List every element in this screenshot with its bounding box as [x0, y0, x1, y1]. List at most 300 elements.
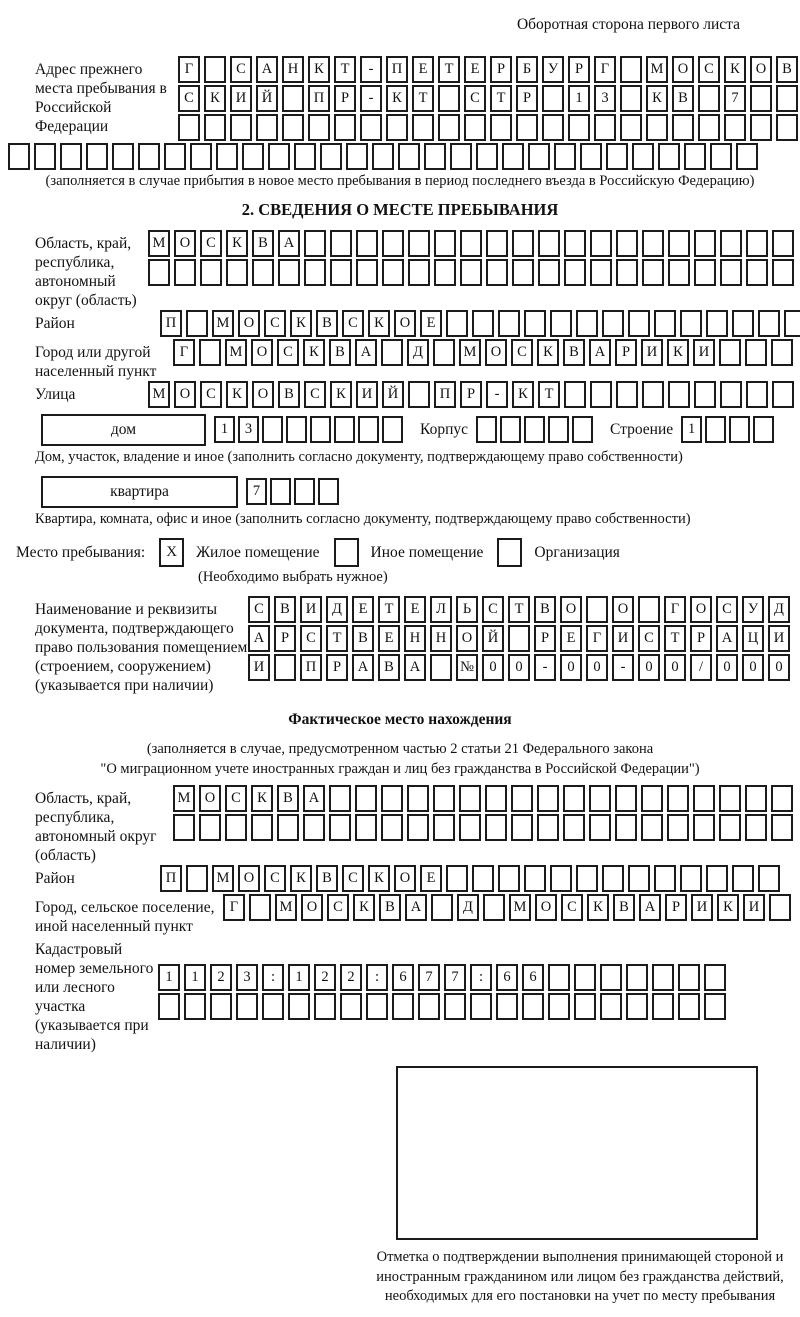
char-box: А [278, 230, 300, 257]
char-box: А [256, 56, 278, 83]
char-box: В [274, 596, 296, 623]
char-box [672, 114, 694, 141]
char-box: Й [256, 85, 278, 112]
char-box: 3 [236, 964, 258, 991]
char-box [642, 381, 664, 408]
char-box: О [690, 596, 712, 623]
char-box: М [148, 381, 170, 408]
fact-district-row [8, 865, 792, 894]
char-box [720, 381, 742, 408]
char-box: 2 [210, 964, 232, 991]
char-box [745, 339, 767, 366]
char-box [576, 865, 598, 892]
char-box [732, 310, 754, 337]
char-box [408, 381, 430, 408]
char-box [511, 785, 533, 812]
char-box [408, 259, 430, 286]
char-box [524, 310, 546, 337]
char-box: Г [586, 625, 608, 652]
char-box: А [248, 625, 270, 652]
char-box: С [342, 310, 364, 337]
char-box: 0 [716, 654, 738, 681]
char-box: Р [460, 381, 482, 408]
char-box: - [360, 85, 382, 112]
char-box: К [308, 56, 330, 83]
char-box [382, 416, 403, 443]
char-box: С [482, 596, 504, 623]
char-box [204, 56, 226, 83]
char-box [750, 114, 772, 141]
char-box [668, 381, 690, 408]
char-box: И [230, 85, 252, 112]
char-box: О [174, 381, 196, 408]
document-row [8, 596, 792, 695]
char-box: К [251, 785, 273, 812]
char-box [314, 993, 336, 1020]
char-box: : [470, 964, 492, 991]
char-box [483, 894, 505, 921]
char-box [628, 865, 650, 892]
char-box [330, 259, 352, 286]
char-box [438, 114, 460, 141]
char-box: О [238, 865, 260, 892]
char-box [750, 85, 772, 112]
char-box [654, 865, 676, 892]
char-box [724, 114, 746, 141]
char-box: Т [490, 85, 512, 112]
char-box: К [386, 85, 408, 112]
char-box [472, 865, 494, 892]
char-box: Т [538, 381, 560, 408]
char-box: И [691, 894, 713, 921]
char-box [772, 259, 794, 286]
prev-address-caption: (заполняется в случае прибытия в новое место пребывания в период последнего въезда в Российскую Федерацию) [45, 173, 755, 189]
char-box [498, 865, 520, 892]
stroenie-label: Строение [610, 421, 674, 438]
char-box [372, 143, 394, 170]
char-box: 0 [508, 654, 530, 681]
char-box: Н [430, 625, 452, 652]
street-row [8, 381, 792, 410]
char-box [386, 114, 408, 141]
house-caption: Дом, участок, владение и иное (заполнить согласно документу, подтверждающему право собственности) [35, 449, 683, 465]
char-box [230, 114, 252, 141]
char-box: Р [615, 339, 637, 366]
char-box [86, 143, 108, 170]
char-box [720, 259, 742, 286]
char-box [310, 416, 331, 443]
char-box: С [638, 625, 660, 652]
char-box [270, 478, 291, 505]
char-box [204, 114, 226, 141]
char-box [652, 993, 674, 1020]
char-box [502, 143, 524, 170]
stroenie-cells [681, 416, 777, 443]
char-box: 7 [724, 85, 746, 112]
char-box: К [667, 339, 689, 366]
char-box: 7 [418, 964, 440, 991]
char-box [706, 865, 728, 892]
char-box [433, 814, 455, 841]
char-box: О [238, 310, 260, 337]
char-box [398, 143, 420, 170]
char-box: 6 [496, 964, 518, 991]
char-box [548, 993, 570, 1020]
char-box: 1 [288, 964, 310, 991]
char-box: С [178, 85, 200, 112]
char-row [248, 654, 794, 681]
char-box [705, 416, 726, 443]
char-box: 0 [638, 654, 660, 681]
char-box: Е [464, 56, 486, 83]
char-box [589, 785, 611, 812]
char-box: - [612, 654, 634, 681]
street-label: Улица [35, 386, 76, 403]
char-box [329, 785, 351, 812]
char-box: М [173, 785, 195, 812]
char-box [294, 478, 315, 505]
char-box: И [300, 596, 322, 623]
char-box: 0 [482, 654, 504, 681]
char-box [772, 230, 794, 257]
char-box [548, 964, 570, 991]
char-box: С [561, 894, 583, 921]
char-box: П [434, 381, 456, 408]
char-box [512, 259, 534, 286]
char-box [668, 230, 690, 257]
char-row [178, 114, 800, 141]
char-box [776, 85, 798, 112]
char-box [638, 596, 660, 623]
char-box: П [160, 865, 182, 892]
char-box [538, 259, 560, 286]
char-box: В [379, 894, 401, 921]
char-box [268, 143, 290, 170]
char-row [223, 894, 795, 921]
char-box [382, 230, 404, 257]
char-box [318, 478, 339, 505]
char-box [282, 114, 304, 141]
char-box [667, 814, 689, 841]
char-box: С [698, 56, 720, 83]
char-box [173, 814, 195, 841]
char-box: : [262, 964, 284, 991]
char-box [694, 259, 716, 286]
char-box: Р [516, 85, 538, 112]
char-box [732, 865, 754, 892]
char-box [667, 785, 689, 812]
char-row [173, 785, 797, 812]
char-box: О [612, 596, 634, 623]
char-box [112, 143, 134, 170]
char-box [616, 381, 638, 408]
char-box [320, 143, 342, 170]
char-box: С [264, 865, 286, 892]
char-box [590, 230, 612, 257]
confirmation-stamp-area [396, 1066, 758, 1240]
char-box [694, 230, 716, 257]
char-row [148, 259, 798, 286]
char-box: О [252, 381, 274, 408]
char-box [626, 993, 648, 1020]
char-box [746, 381, 768, 408]
char-box: 0 [768, 654, 790, 681]
char-box: Т [664, 625, 686, 652]
char-box [356, 230, 378, 257]
char-box: К [330, 381, 352, 408]
char-box [698, 114, 720, 141]
char-box [753, 416, 774, 443]
char-box [446, 310, 468, 337]
char-box: И [693, 339, 715, 366]
char-box: О [394, 865, 416, 892]
char-box [528, 143, 550, 170]
char-box: Р [534, 625, 556, 652]
char-box [678, 964, 700, 991]
stay-type-note: (Необходимо выбрать нужное) [198, 569, 388, 585]
char-box: О [560, 596, 582, 623]
char-box: К [512, 381, 534, 408]
char-box: 6 [522, 964, 544, 991]
char-box [576, 310, 598, 337]
char-box: Л [430, 596, 452, 623]
char-row [160, 865, 784, 892]
char-box: Е [560, 625, 582, 652]
cadastral-grid [158, 936, 730, 1022]
char-box: И [248, 654, 270, 681]
char-box [564, 230, 586, 257]
char-box [758, 310, 780, 337]
char-row [248, 596, 794, 623]
char-box: В [278, 381, 300, 408]
char-box [486, 230, 508, 257]
char-box: А [589, 339, 611, 366]
char-box: Г [223, 894, 245, 921]
char-box [412, 114, 434, 141]
char-box: Д [457, 894, 479, 921]
char-box [542, 114, 564, 141]
fact-region-row [8, 785, 792, 865]
char-box: М [509, 894, 531, 921]
char-box [407, 785, 429, 812]
char-box: В [378, 654, 400, 681]
char-box [304, 230, 326, 257]
char-box [200, 259, 222, 286]
char-box [472, 310, 494, 337]
fact-location-note-line2: "О миграционном учете иностранных граждан и лиц без гражданства в Российской Федерации") [100, 761, 700, 777]
char-box [381, 814, 403, 841]
char-box [736, 143, 758, 170]
char-box [568, 114, 590, 141]
char-box [693, 814, 715, 841]
char-box [616, 259, 638, 286]
char-row [173, 339, 797, 366]
char-box [710, 143, 732, 170]
char-box: М [646, 56, 668, 83]
char-box [524, 865, 546, 892]
char-box: К [353, 894, 375, 921]
char-box: С [716, 596, 738, 623]
region-grid [148, 230, 798, 288]
char-box [769, 894, 791, 921]
char-box [334, 114, 356, 141]
char-box: О [485, 339, 507, 366]
char-box: : [366, 964, 388, 991]
char-row [148, 381, 798, 408]
char-row [158, 964, 730, 991]
document-grid [248, 596, 794, 683]
char-box [680, 310, 702, 337]
char-box: Б [516, 56, 538, 83]
char-box: К [204, 85, 226, 112]
char-box: В [329, 339, 351, 366]
char-box: С [300, 625, 322, 652]
char-box: К [226, 230, 248, 257]
char-box [524, 416, 545, 443]
char-box [496, 993, 518, 1020]
char-box [600, 964, 622, 991]
char-box: О [251, 339, 273, 366]
char-box: И [743, 894, 765, 921]
char-box [60, 143, 82, 170]
cadastral-row [8, 936, 792, 1054]
char-box [771, 339, 793, 366]
checkbox-organization [497, 538, 522, 567]
char-box [729, 416, 750, 443]
fact-region-label: Область, край, республика, автономный округ (область) [35, 790, 157, 864]
char-box [249, 894, 271, 921]
char-box [771, 785, 793, 812]
char-box [262, 416, 283, 443]
page-side-note: Оборотная сторона первого листа [516, 16, 740, 33]
fact-city-label: Город, сельское поселение, иной населенный пункт [35, 899, 215, 935]
char-row [178, 85, 800, 112]
char-box: Е [352, 596, 374, 623]
char-box: М [275, 894, 297, 921]
char-box [615, 785, 637, 812]
char-box: О [672, 56, 694, 83]
char-box [654, 310, 676, 337]
stay-type-row [16, 538, 792, 567]
char-box: Н [282, 56, 304, 83]
char-box [164, 143, 186, 170]
char-box [602, 865, 624, 892]
char-box [580, 143, 602, 170]
char-box [684, 143, 706, 170]
char-box: В [252, 230, 274, 257]
korpus-label: Корпус [420, 421, 468, 438]
char-box: Р [690, 625, 712, 652]
char-box: Н [404, 625, 426, 652]
char-box [668, 259, 690, 286]
fact-region-grid [173, 785, 797, 843]
char-box [366, 993, 388, 1020]
char-box [138, 143, 160, 170]
char-box [434, 259, 456, 286]
char-box [641, 814, 663, 841]
char-box [538, 230, 560, 257]
char-box [615, 814, 637, 841]
char-box: 3 [238, 416, 259, 443]
char-box [485, 785, 507, 812]
char-box: Г [173, 339, 195, 366]
char-box: К [368, 310, 390, 337]
char-box [586, 596, 608, 623]
char-box [199, 339, 221, 366]
char-box: - [486, 381, 508, 408]
char-box: Р [568, 56, 590, 83]
char-box [771, 814, 793, 841]
char-box: С [342, 865, 364, 892]
char-box [606, 143, 628, 170]
char-box [772, 381, 794, 408]
char-box: 0 [742, 654, 764, 681]
char-box: К [537, 339, 559, 366]
char-box: Р [326, 654, 348, 681]
char-box [407, 814, 429, 841]
char-box: К [646, 85, 668, 112]
char-box [508, 625, 530, 652]
char-box [620, 56, 642, 83]
char-row [248, 625, 794, 652]
char-box: Т [378, 596, 400, 623]
checkbox-residential: X [159, 538, 184, 567]
char-box: П [308, 85, 330, 112]
char-box: О [456, 625, 478, 652]
char-box: С [464, 85, 486, 112]
region-row [8, 230, 792, 310]
char-box: С [200, 230, 222, 257]
char-box: А [355, 339, 377, 366]
prev-address-row [8, 56, 792, 143]
char-row [173, 814, 797, 841]
char-box [589, 814, 611, 841]
char-box: Р [274, 625, 296, 652]
prev-address-label: Адрес прежнего места пребывания в Российской Федерации [35, 61, 167, 135]
char-box: Г [594, 56, 616, 83]
char-box [485, 814, 507, 841]
char-box: С [304, 381, 326, 408]
char-box: С [248, 596, 270, 623]
char-box [330, 230, 352, 257]
char-box [308, 114, 330, 141]
char-box: Д [326, 596, 348, 623]
char-box [564, 259, 586, 286]
char-box: № [456, 654, 478, 681]
char-box [450, 143, 472, 170]
char-box: А [716, 625, 738, 652]
char-box [616, 230, 638, 257]
city-row [8, 339, 792, 381]
char-box [459, 785, 481, 812]
house-number-cells [214, 416, 406, 443]
char-box: Д [768, 596, 790, 623]
char-box [550, 310, 572, 337]
section2-title: 2. СВЕДЕНИЯ О МЕСТЕ ПРЕБЫВАНИЯ [241, 200, 559, 219]
char-box: И [768, 625, 790, 652]
char-box [430, 654, 452, 681]
char-box: А [404, 654, 426, 681]
char-row-full-width [8, 143, 792, 170]
char-box: / [690, 654, 712, 681]
char-box [719, 785, 741, 812]
char-box [641, 785, 663, 812]
char-box [460, 230, 482, 257]
char-box: И [612, 625, 634, 652]
char-box: А [639, 894, 661, 921]
char-box [286, 416, 307, 443]
char-box: Т [508, 596, 530, 623]
